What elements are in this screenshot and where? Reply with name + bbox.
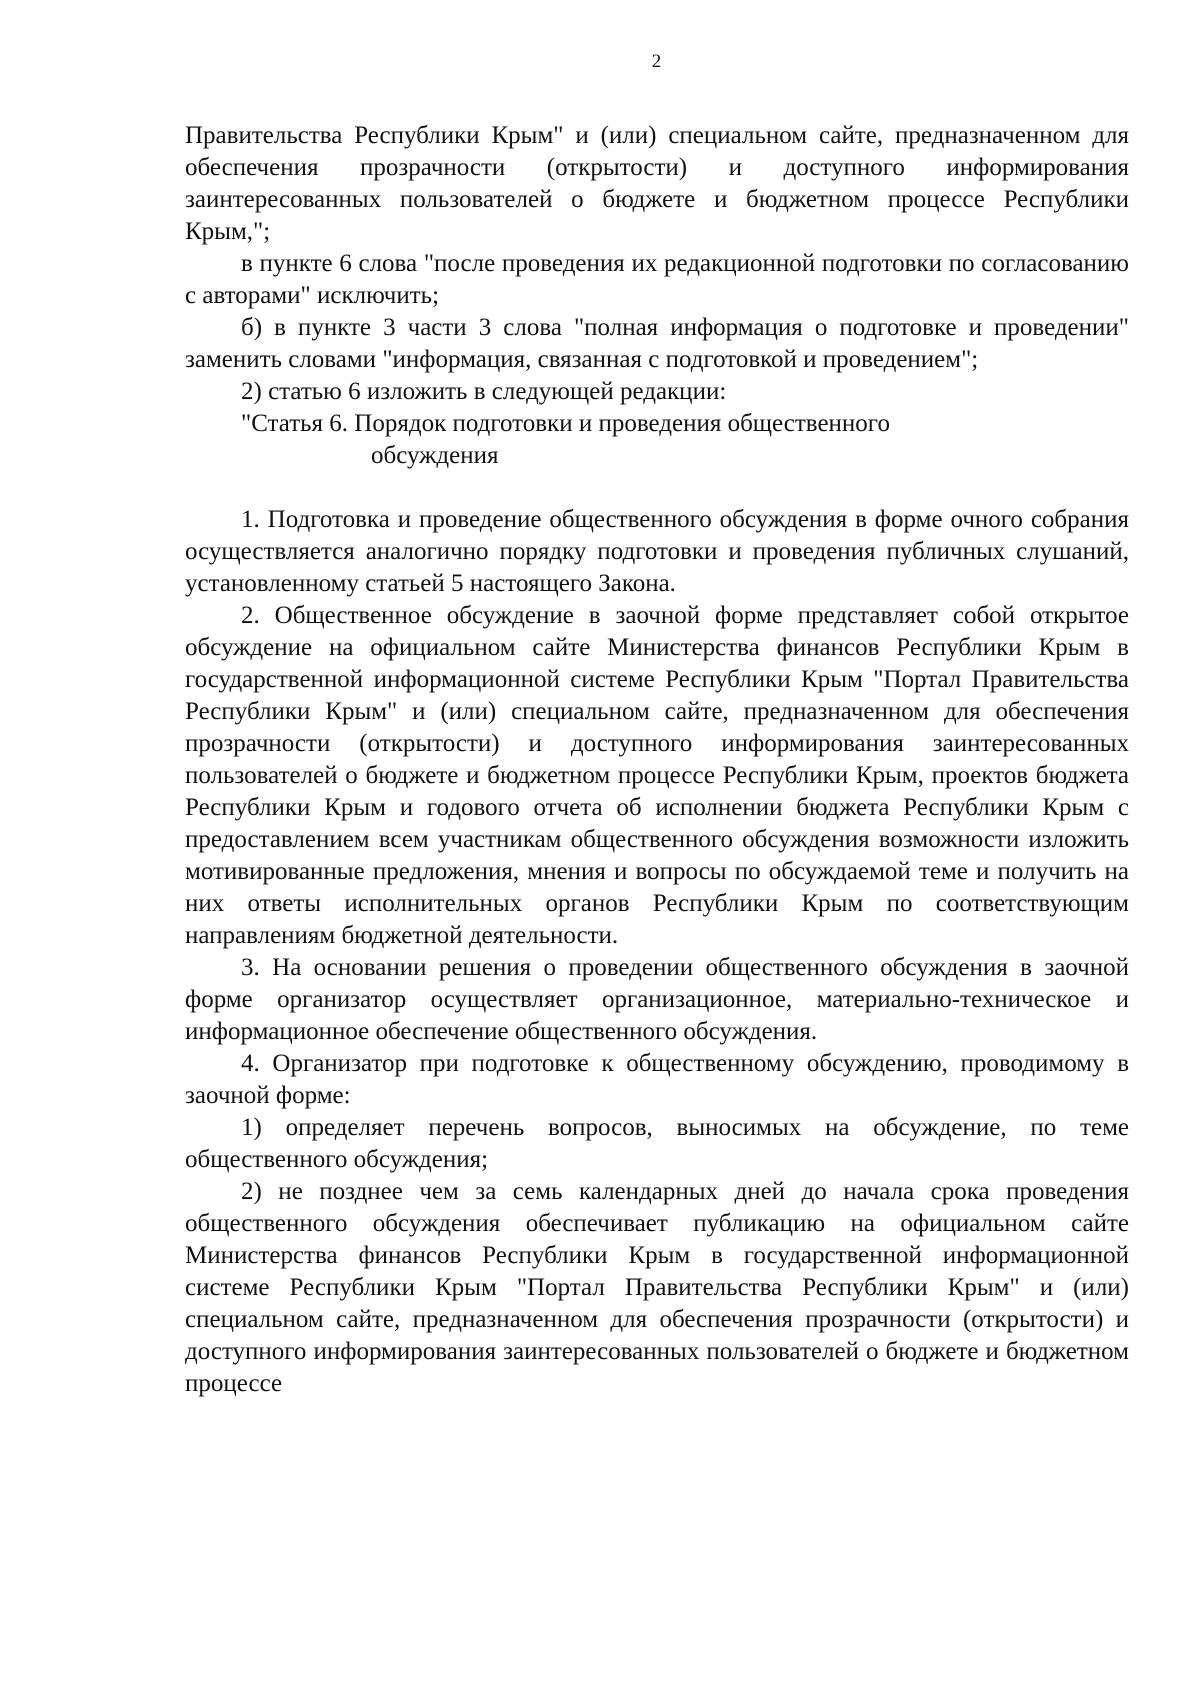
paragraph-item-3: 3. На основании решения о проведении общественного обсуждения в заочной форме организатор осуществляет организационное, материально-техническое и информационное обеспечение общественного обсуждения.	[185, 954, 1129, 1045]
page-number: 2	[651, 51, 662, 72]
article-heading-line-1: "Статья 6. Порядок подготовки и проведения общественного	[241, 410, 890, 437]
paragraph-subitem-2: 2) не позднее чем за семь календарных дней до начала срока проведения общественного обсуждения обеспечивает публикацию на официальном сайте Министерства финансов Республики Крым в государственной информационной системе Республики Крым "Портал Правительства Республики Крым" и (или) специальном сайте, предназначенном для обеспечения прозрачности (открытости) и доступного информирования заинтересованных пользователей о бюджете и бюджетном процессе	[185, 1178, 1129, 1397]
paragraph-item-4: 4. Организатор при подготовке к общественному обсуждению, проводимому в заочной форме:	[185, 1050, 1129, 1109]
paragraph-item-1: 1. Подготовка и проведение общественного обсуждения в форме очного собрания осуществляется аналогично порядку подготовки и проведения публичных слушаний, установленному статьей 5 настоящего Закона.	[185, 506, 1129, 597]
paragraph-amendment-point-6: в пункте 6 слова "после проведения их редакционной подготовки по согласованию с авторами" исключить;	[185, 250, 1129, 309]
document-body	[185, 120, 1129, 1400]
heading-spacer	[185, 472, 1129, 504]
paragraph-subitem-1: 1) определяет перечень вопросов, выносимых на обсуждение, по теме общественного обсуждения;	[185, 1114, 1129, 1173]
paragraph-amendment-b: б) в пункте 3 части 3 слова "полная информация о подготовке и проведении" заменить словами "информация, связанная с подготовкой и проведением";	[185, 314, 1129, 373]
paragraph-item-2: 2. Общественное обсуждение в заочной форме представляет собой открытое обсуждение на официальном сайте Министерства финансов Республики Крым в государственной информационной системе Республики Крым "Портал Правительства Республики Крым" и (или) специальном сайте, предназначенном для обеспечения прозрачности (открытости) и доступного информирования заинтересованных пользователей о бюджете и бюджетном процессе Республики Крым, проектов бюджета Республики Крым и годового отчета об исполнении бюджета Республики Крым с предоставлением всем участникам общественного обсуждения возможности изложить мотивированные предложения, мнения и вопросы по обсуждаемой теме и получить на них ответы исполнительных органов Республики Крым по соответствующим направлениям бюджетной деятельности.	[185, 602, 1129, 949]
paragraph-continuation: Правительства Республики Крым" и (или) специальном сайте, предназначенном для обеспечения прозрачности (открытости) и доступного информирования заинтересованных пользователей о бюджете и бюджетном процессе Республики Крым,";	[185, 122, 1129, 245]
article-heading-line-2: обсуждения	[371, 442, 499, 469]
paragraph-amendment-2: 2) статью 6 изложить в следующей редакции:	[241, 378, 727, 405]
article-6-heading	[185, 408, 1129, 472]
